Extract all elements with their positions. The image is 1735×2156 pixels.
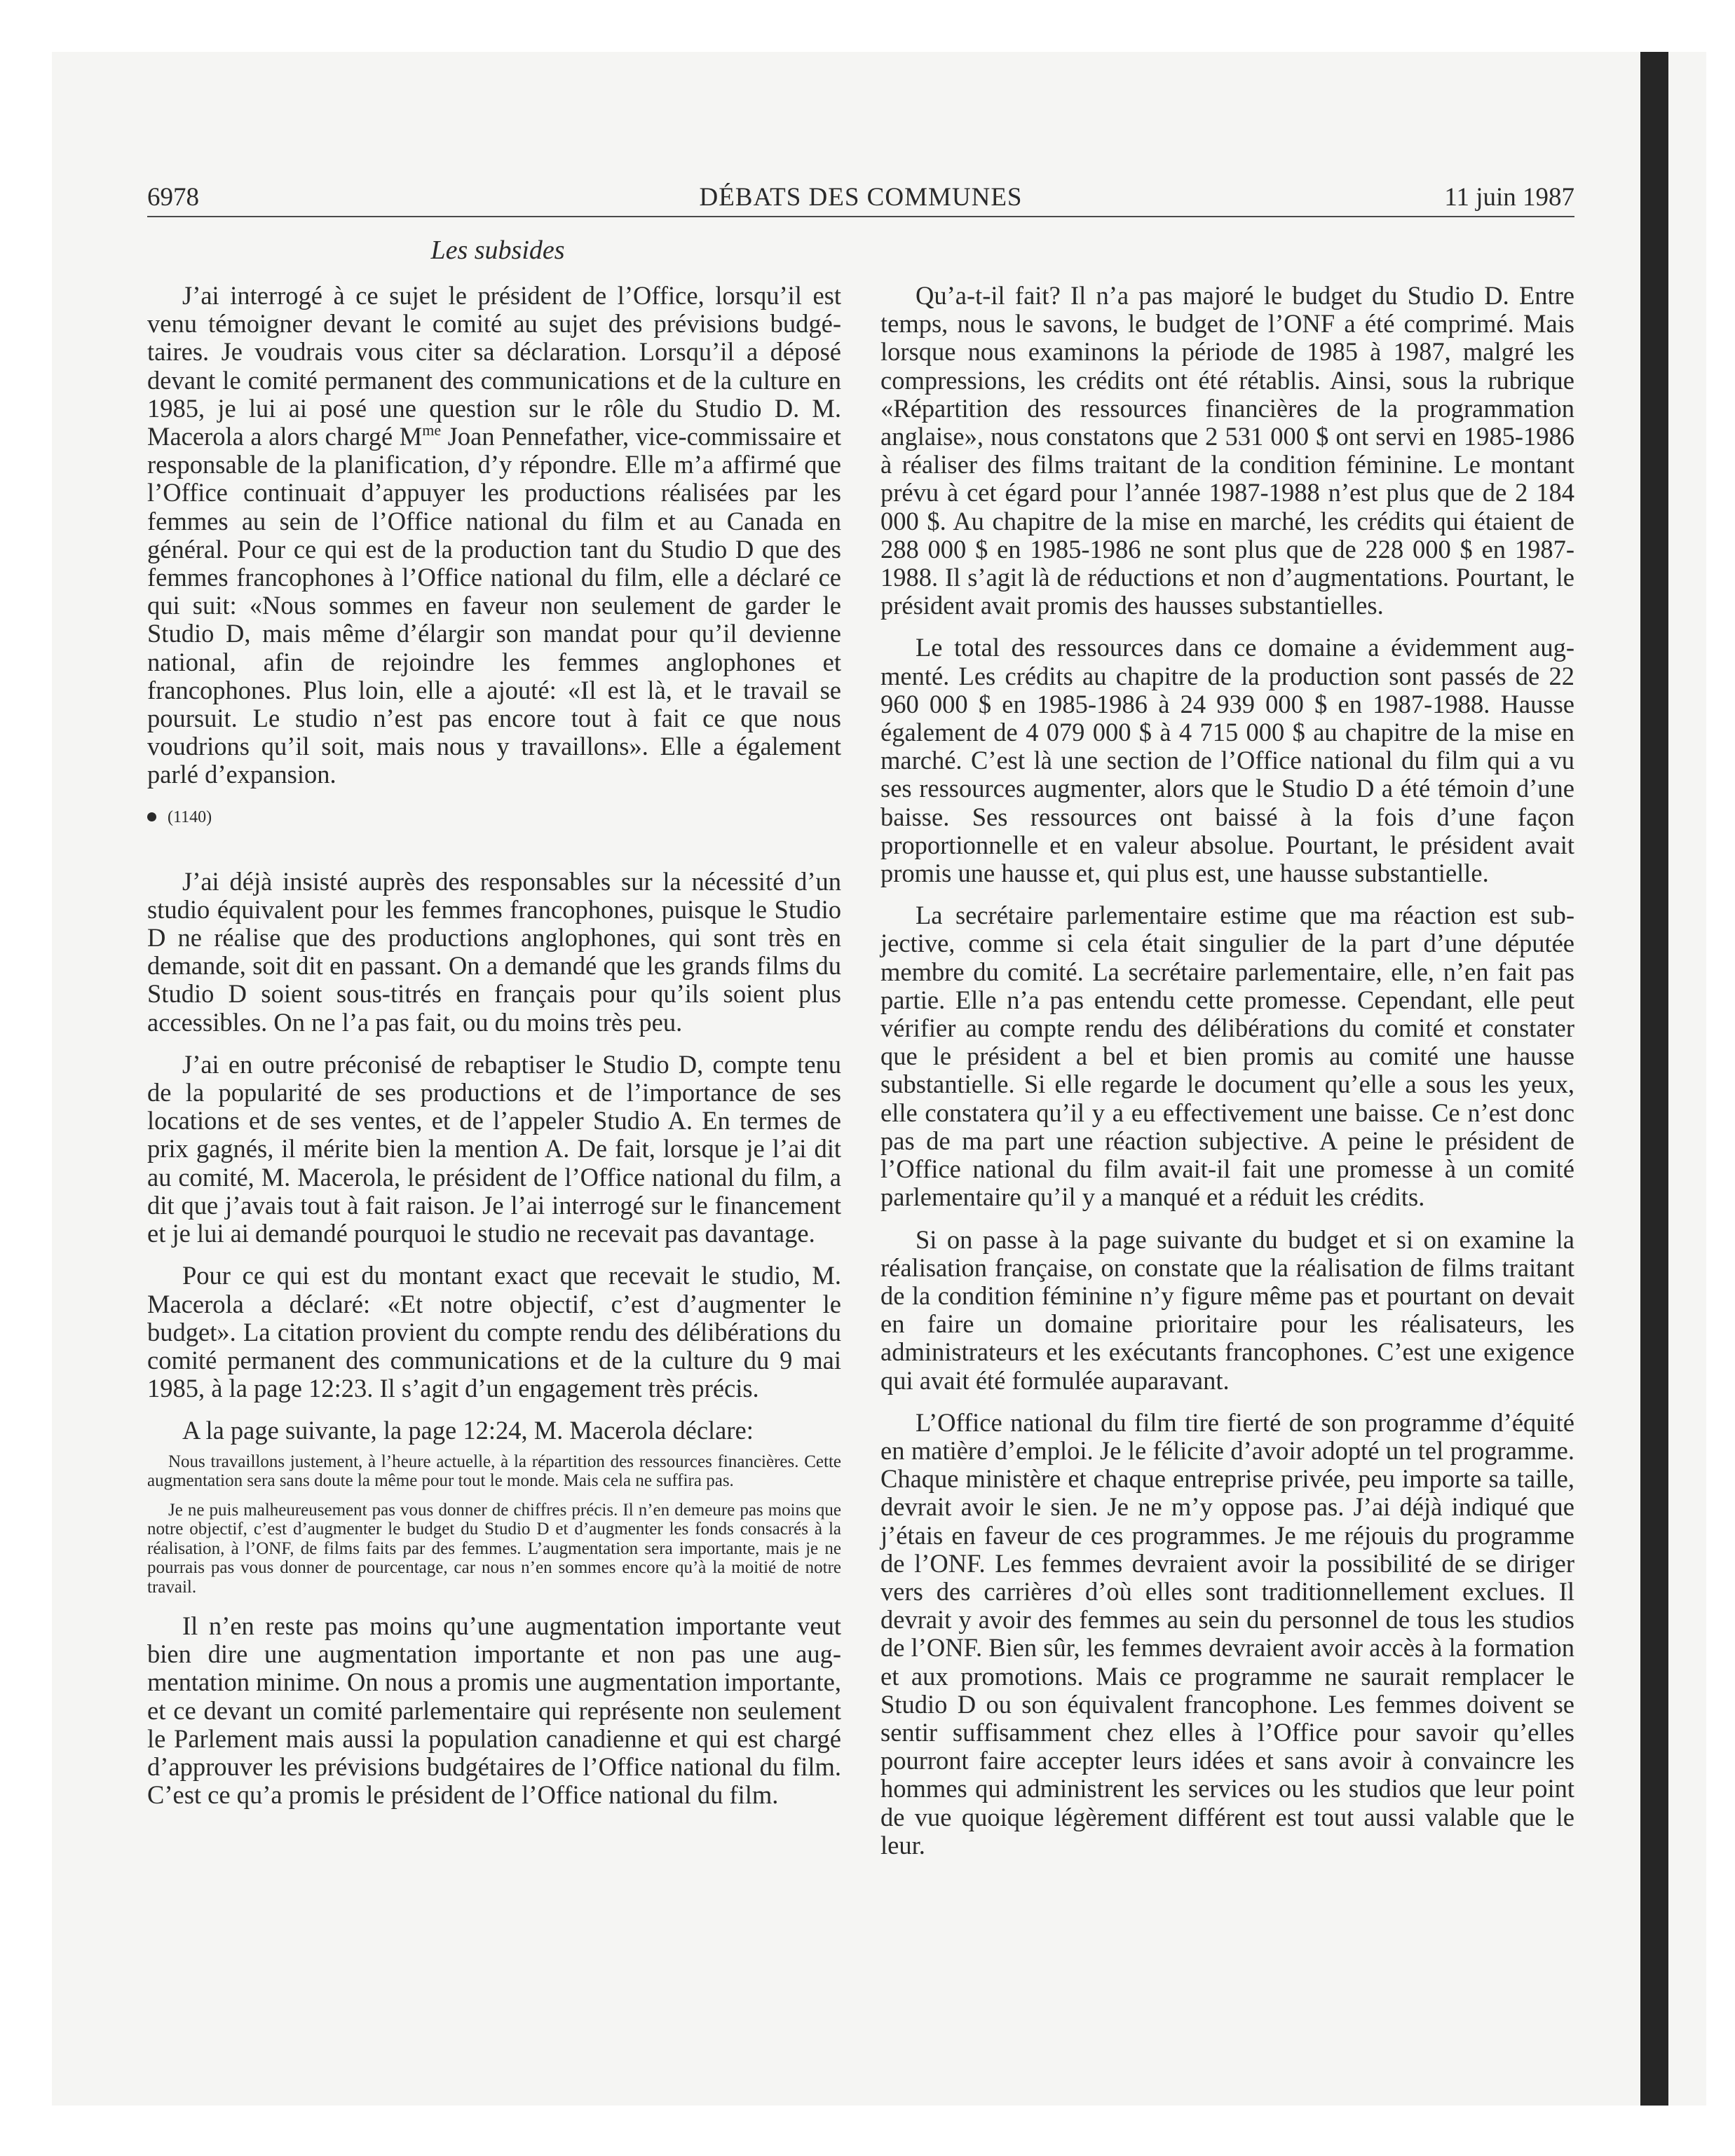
page-number: 6978 bbox=[147, 183, 199, 212]
paragraph bbox=[147, 282, 841, 789]
scan-edge-bar bbox=[1640, 52, 1668, 2106]
left-column bbox=[147, 282, 841, 1823]
paragraph: J’ai en outre préconisé de rebaptiser le Studio D, compte tenu de la popularité de ses productions et de l’importance de ses locations et de ses ventes, et de l’appeler Studio A. En termes de prix gagnés, il mérite bien la mention A. De fait, lorsque je l’ai dit au comité, M. Macerola, le président de l’Office national du film, a dit que j’avais tout à fait raison. Je l’ai interrogé sur le financement et je lui ai demandé pourquoi le studio ne recevait pas davantage. bbox=[147, 1049, 841, 1248]
paragraph-text: Joan Pennefather, vice-commissaire et responsable de la planification, d’y répondre. Elle m’a affirmé que l’Office continuait d’appuyer les productions réalisées par les femmes au sein de l’Office national du film et au Canada en général. Pour ce qui est de la production tant du Studio D que des femmes francophones à l’Office national du film, elle a déclaré ce qui suit: «Nous sommes en faveur non seulement de garder le Studio D, mais même d’élargir son mandat pour qu’il devienne national, afin de rejoindre les femmes anglophones et francophones. Plus loin, elle a ajouté: «Il est là, et le travail se poursuit. Le studio n’est pas encore tout à fait ce que nous voudrions qu’il soit, mais nous y travaillons». Elle a également parlé d’expansion. bbox=[147, 422, 841, 789]
right-column bbox=[880, 282, 1574, 1874]
paragraph: Le total des ressources dans ce domaine a évidemment augmenté. Les crédits au chapitre de la production sont passés de 22 960 000 $ en 1985-1986 à 24 939 000 $ en 1987-1988. Hausse également de 4 079 000 $ à 4 715 000 $ au chapitre de la mise en marché. C’est là une section de l’Office national du film qui a vu ses ressources augmenter, alors que le Studio D a été témoin d’une baisse. Ses ressources ont baissé à la fois d’une façon proportionnelle et en valeur absolue. Pourtant, le président avait promis une hausse et, qui plus est, une hausse substantielle. bbox=[880, 633, 1574, 888]
bullet-icon bbox=[147, 812, 156, 821]
block-quote: Nous travaillons justement, à l’heure actuelle, à la répartition des ressources financières. Cette augmentation sera sans doute la même pour tout le monde. Mais cela ne suffira pas. bbox=[147, 1452, 841, 1491]
paragraph: Pour ce qui est du montant exact que recevait le studio, M. Macerola a déclaré: «Et notre objectif, c’est d’augmenter le budget». La citation provient du compte rendu des délibérations du comité permanent des communications et de la culture du 9 mai 1985, à la page 12:23. Il s’agit d’un engagement très précis. bbox=[147, 1261, 841, 1403]
page-header bbox=[147, 181, 1574, 217]
publication-title: DÉBATS DES COMMUNES bbox=[699, 183, 1023, 212]
superscript: me bbox=[422, 421, 442, 439]
paragraph: A la page suivante, la page 12:24, M. Macerola déclare: bbox=[182, 1416, 754, 1445]
paragraph: J’ai déjà insisté auprès des responsables sur la nécessité d’un studio équivalent pour les femmes francophones, puisque le Studio D ne réalise que des productions anglophones, qui sont très en demande, soit dit en passant. On a demandé que les grands films du Studio D soient sous-titrés en français pour qu’ils soient plus accessibles. On ne l’a pas fait, ou du moins très peu. bbox=[147, 866, 841, 1037]
block-quote: Je ne puis malheureusement pas vous donner de chiffres précis. Il n’en demeure pas moins que notre objectif, c’est d’augmenter le budget du Studio D et d’augmenter les fonds consacrés à la réalisation, à l’ONF, de films faits par des femmes. L’augmentation sera importante, mais je ne pourrais pas vous donner de pourcentage, car nous n’en sommes encore qu’à la moitié de notre travail. bbox=[147, 1500, 841, 1597]
paragraph: Il n’en reste pas moins qu’une augmentation importante veut bien dire une augmentation importante et non pas une augmentation minime. On nous a promis une augmentation importante, et ce devant un comité parlementaire qui représente non seulement le Parlement mais aussi la population canadienne et qui est chargé d’approuver les prévisions budgétaires de l’Office national du film. C’est ce qu’a promis le président de l’Office national du film. bbox=[147, 1611, 841, 1810]
header-date: 11 juin 1987 bbox=[1444, 183, 1574, 212]
paragraph: Qu’a-t-il fait? Il n’a pas majoré le budget du Studio D. Entre temps, nous le savons, le budget de l’ONF a été comprimé. Mais lorsque nous examinons la période de 1985 à 1987, malgré les compressions, les crédits ont été rétablis. Ainsi, sous la rubrique «Répartition des ressources financières de la programmation anglaise», nous constatons que 2 531 000 $ ont servi en 1985-1986 à réaliser des films traitant de la condition féminine. Le montant prévu à cet égard pour l’année 1987-1988 n’est plus que de 2 184 000 $. Au chapitre de la mise en marché, les crédits qui étaient de 288 000 $ en 1985-1986 ne sont plus que de 228 000 $ en 1987-1988. Il s’agit là de réductions et non d’augmentations. Pourtant, le président avait promis des hausses substantielles. bbox=[880, 281, 1574, 620]
paragraph: L’Office national du film tire fierté de son programme d’équité en matière d’emploi. Je le félicite d’avoir adopté un tel programme. Chaque ministère et chaque entreprise privée, peu importe sa taille, devrait avoir le sien. Je ne m’y oppose pas. J’ai déjà indiqué que j’étais en faveur de ces programmes. Je me réjouis du programme de l’ONF. Les femmes devraient avoir la possibilité de se diriger vers des carrières d’où elles sont traditionnellement exclues. Il devrait y avoir des femmes au sein du personnel de tous les studios de l’ONF. Bien sûr, les femmes devraient avoir accès à la formation et aux promotions. Mais ce programme ne saurait remplacer le Studio D ou son équivalent francophone. Les femmes doivent se sentir suffisamment chez elles à l’Office pour savoir qu’elles pourront faire accepter leurs idées et sans avoir à convaincre les hommes qui administrent les services ou les studios que leur point de vue quoique légèrement différent est tout aussi valable que le leur. bbox=[880, 1407, 1574, 1860]
paragraph-text: J’ai interrogé à ce sujet le président de l’Office, lorsqu’il est venu témoigner devant le comité au sujet des prévisions budgétaires. Je voudrais vous citer sa déclaration. Lorsqu’il a déposé devant le comité permanent des communications et de la culture en 1985, je lui ai posé une question sur le rôle du Studio D. M. Macerola a alors chargé M bbox=[147, 281, 841, 451]
paragraph: Si on passe à la page suivante du budget et si on examine la réalisation française, on constate que la réalisation de films traitant de la condition féminine n’y figure même pas et pourtant on devait en faire un domaine prioritaire pour les réalisateurs, les administrateurs et les exécutants francophones. C’est une exigence qui avait été formulée auparavant. bbox=[880, 1224, 1574, 1395]
running-head: Les subsides bbox=[430, 236, 565, 265]
time-marker bbox=[147, 803, 841, 831]
time-marker-text: (1140) bbox=[168, 807, 212, 826]
paragraph: La secrétaire parlementaire estime que ma réaction est subjective, comme si cela était singulier de la part d’une députée membre du comité. La secrétaire parlementaire, elle, n’en fait pas partie. Elle n’a pas entendu cette promesse. Cependant, elle peut vérifier au compte rendu des délibérations du comité et constater que le président a bel et bien promis au comité une hausse substantielle. Si elle regarde le document qu’elle a sous les yeux, elle constatera qu’il y a eu effectivement une baisse. Ce n’est donc pas de ma part une réaction subjective. A peine le président de l’Office national du film avait-il fait une promesse à un comité parlementaire qu’il y a manqué et a réduit les crédits. bbox=[880, 901, 1574, 1212]
